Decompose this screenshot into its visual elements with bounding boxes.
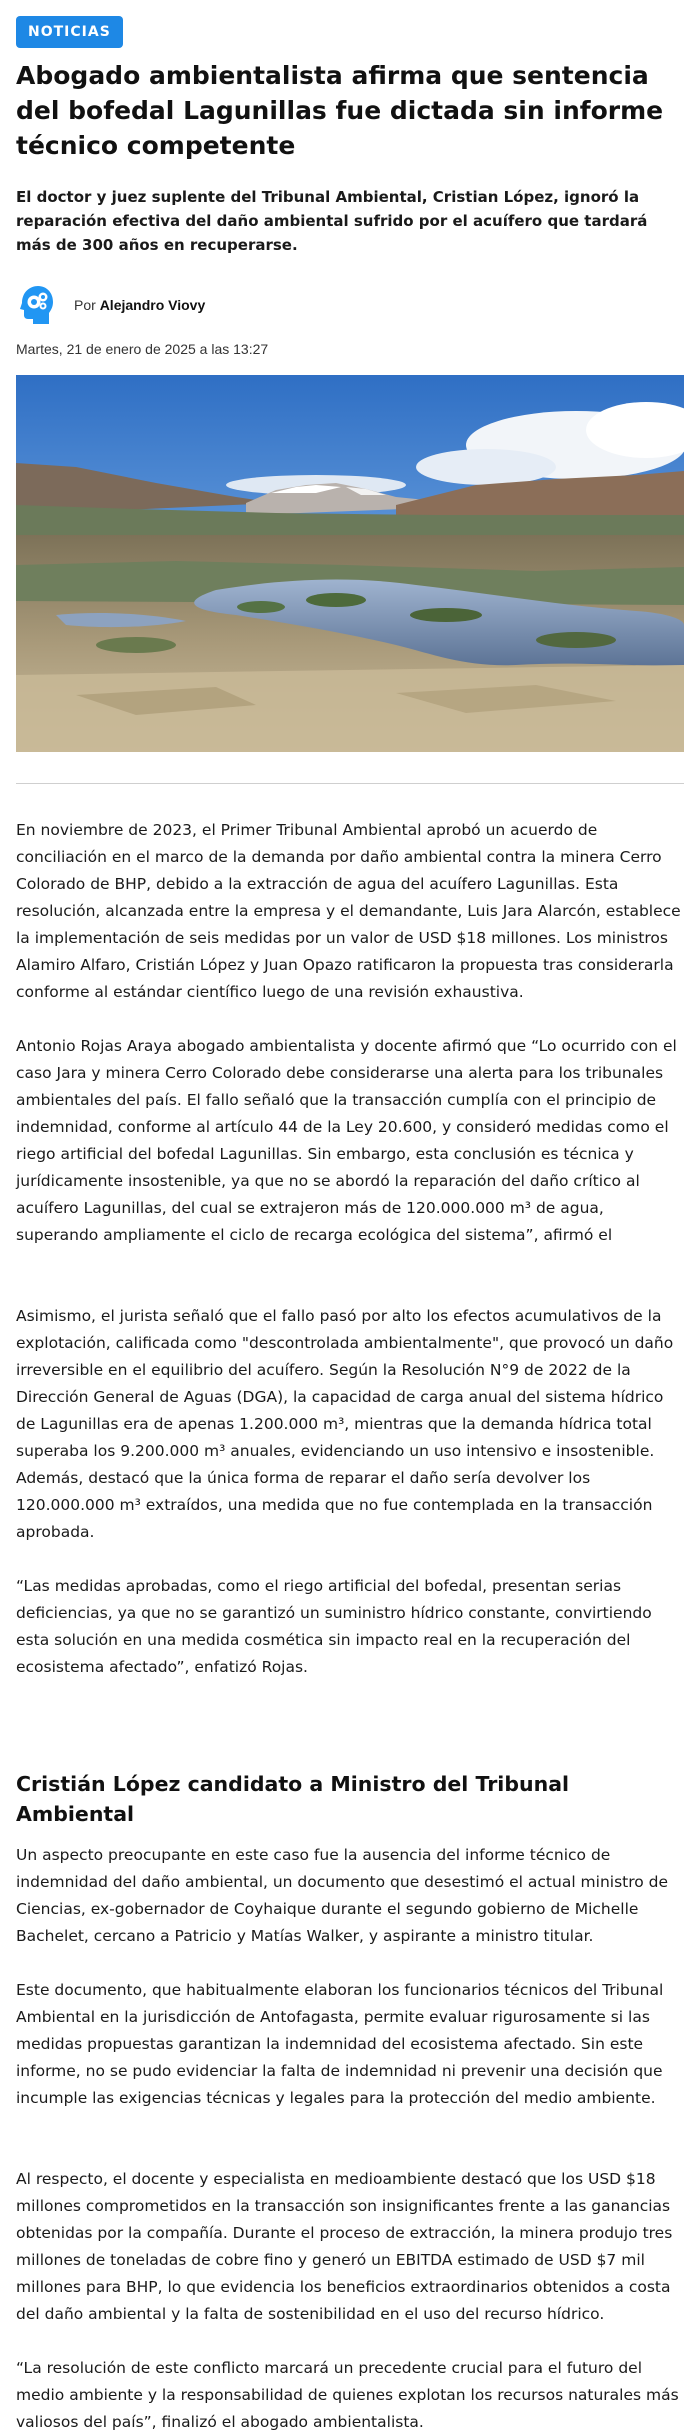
category-tag[interactable]: NOTICIAS (16, 16, 123, 48)
divider (16, 783, 684, 784)
paragraph: Al respecto, el docente y especialista en medioambiente destacó que los USD $18 millones comprometidos en la transacción son insignificantes frente a las ganancias obtenidas por la compañía. Durante el proceso de extracción, la minera produjo tres millones de toneladas de cobre fino y generó un EBITDA estimado de USD $7 mil millones para BHP, lo que evidencia los beneficios extraordinarios obtenidos a costa del daño ambiental y la falta de sostenibilidad en el uso del recurso hídrico. (16, 2170, 673, 2323)
section-heading: Cristián López candidato a Ministro del Tribunal Ambiental (16, 1772, 570, 1826)
paragraph: “Las medidas aprobadas, como el riego artificial del bofedal, presentan serias deficiencias, ya que no se garantizó un suministro hídrico constante, convirtiendo esta solución en una medida cosmética sin impacto real en la recuperación del ecosistema afectado”, enfatizó Rojas. (16, 1577, 652, 1676)
article-body (16, 817, 684, 2436)
paragraph: Antonio Rojas Araya abogado ambientalista y docente afirmó que “Lo ocurrido con el caso Jara y minera Cerro Colorado debe considerarse una alerta para los tribunales ambientales del país. El fallo señaló que la transacción cumplía con el principio de indemnidad, conforme al artículo 44 de la Ley 20.600, y consideró medidas como el riego artificial del bofedal Lagunillas. Sin embargo, esta conclusión es técnica y jurídicamente insostenible, ya que no se abordó la reparación del daño crítico al acuífero Lagunillas, del cual se extrajeron más de 120.000.000 m³ de agua, superando ampliamente el ciclo de recarga ecológica del sistema”, afirmó el (16, 1037, 677, 1244)
paragraph: “La resolución de este conflicto marcará un precedente crucial para el futuro del medio ambiente y la responsabilidad de quienes explotan los recursos naturales más valiosos del país”, finalizó el abogado ambientalista. (16, 2359, 679, 2431)
publish-date: Martes, 21 de enero de 2025 a las 13:27 (16, 341, 269, 357)
paragraph: En noviembre de 2023, el Primer Tribunal Ambiental aprobó un acuerdo de conciliación en el marco de la demanda por daño ambiental contra la minera Cerro Colorado de BHP, debido a la extracción de agua del acuífero Lagunillas. Esta resolución, alcanzada entre la empresa y el demandante, Luis Jara Alarcón, establece la implementación de seis medidas por un valor de USD $18 millones. Los ministros Alamiro Alfaro, Cristián López y Juan Opazo ratificaron la propuesta tras considerarla conforme al estándar científico luego de una revisión exhaustiva. (16, 821, 681, 1001)
article-lead: El doctor y juez suplente del Tribunal Ambiental, Cristian López, ignoró la reparación efectiva del daño ambiental sufrido por el acuífero que tardará más de 300 años en recuperarse. (16, 188, 648, 254)
paragraph: Este documento, que habitualmente elaboran los funcionarios técnicos del Tribunal Ambiental en la jurisdicción de Antofagasta, permite evaluar rigurosamente si las medidas propuestas garantizan la indemnidad del ecosistema afectado. Sin este informe, no se pudo evidenciar la falta de indemnidad ni prevenir una decisión que incumple las exigencias técnicas y legales para la protección del medio ambiente. (16, 1981, 664, 2107)
paragraph: Un aspecto preocupante en este caso fue la ausencia del informe técnico de indemnidad del daño ambiental, un documento que desestimó el actual ministro de Ciencias, ex-gobernador de Coyhaique durante el segundo gobierno de Michelle Bachelet, cercano a Patricio y Matías Walker, y aspirante a ministro titular. (16, 1846, 669, 1945)
author-prefix: Por (74, 297, 96, 313)
byline (16, 283, 684, 327)
head-gears-icon (16, 283, 56, 327)
author-name[interactable]: Alejandro Viovy (99, 297, 206, 313)
article-title: Abogado ambientalista afirma que sentencia del bofedal Lagunillas fue dictada sin informe técnico competente (16, 61, 664, 160)
hero-image (16, 375, 684, 752)
paragraph: Asimismo, el jurista señaló que el fallo pasó por alto los efectos acumulativos de la explotación, calificada como "descontrolada ambientalmente", que provocó un daño irreversible en el equilibrio del acuífero. Según la Resolución N°9 de 2022 de la Dirección General de Aguas (DGA), la capacidad de carga anual del sistema hídrico de Lagunillas era de apenas 1.200.000 m³, mientras que la demanda hídrica total superaba los 9.200.000 m³ anuales, evidenciando un uso intensivo e insostenible. Además, destacó que la única forma de reparar el daño sería devolver los 120.000.000 m³ extraídos, una medida que no fue contemplada en la transacción aprobada. (16, 1307, 674, 1541)
author-line (74, 297, 205, 313)
